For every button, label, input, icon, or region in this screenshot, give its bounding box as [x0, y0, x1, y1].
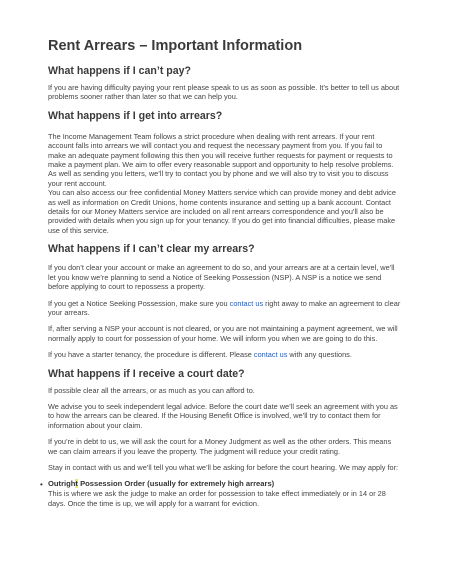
- contact-us-link[interactable]: contact us: [253, 350, 288, 360]
- paragraph: If you are having difficulty paying your rent please speak to us as soon as possible. It’s better to tell us about problems sooner rather than later so that we can help you.: [48, 83, 400, 102]
- paragraph: If you’re in debt to us, we will ask the court for a Money Judgment as well as the other orders. This means we can claim arrears if you leave the property. The judgment will reduce your credit rating.: [48, 437, 392, 456]
- paragraph: The Income Management Team follows a strict procedure when dealing with rent arrears. If your rent account falls into arrears we will contact you and request the necessary payment from you. If you fail to make an adequate payment following this then you will receive further requests for payment or requests to make a payment plan. We aim to offer every reasonable support and opportunity to help resolve problems. As well as sending you letters, we’ll try to contact you by phone and we will also try to visit you to discuss your rent account.: [48, 131, 394, 188]
- bullet-text: This is where we ask the judge to make an order for possession to take effect immediately or in 14 or 28 days. Once the time is up, we will apply for a warrant for eviction.: [48, 489, 386, 508]
- paragraph: If you don’t clear your account or make an agreement to do so, and your arrears are at a certain level, we’ll let you know we’re planning to send a Notice of Seeking Possession (NSP). A NSP is a notice we send before applying to court to repossess a property.: [48, 263, 395, 292]
- list-item: [40, 479, 402, 508]
- section-cant-clear-arrears: [48, 242, 402, 359]
- paragraph: You can also access our free confidential Money Matters service which can provide money and debt advice as well as information on Credit Unions, home contents insurance and setting up a bank account. Contact details for our Money Matters service are included on all rent arrears correspondence and you’ll also be provided with details when you sign up for your tenancy. If you do get into financial difficulties, please make use of this service.: [48, 188, 396, 235]
- paragraph-text: If you have a starter tenancy, the procedure is different. Please: [48, 350, 254, 360]
- section-heading: What happens if I get into arrears?: [48, 109, 223, 122]
- paragraph-text: If you get a Notice Seeking Possession, make sure you: [48, 298, 230, 308]
- bullet-title: [48, 479, 402, 489]
- section-heading: What happens if I receive a court date?: [48, 367, 245, 380]
- paragraph-text: with any questions.: [287, 350, 352, 360]
- section-heading: What happens if I can’t pay?: [48, 65, 192, 77]
- paragraph: If, after serving a NSP your account is not cleared, or you are not maintaining a payment agreement, we will normally apply to court for possession of your home. We will inform you when we are going to do this.: [48, 324, 398, 343]
- text-cursor-highlight: t: [75, 479, 78, 489]
- section-heading: What happens if I can’t clear my arrears?: [48, 243, 255, 256]
- paragraph: If possible clear all the arrears, or as much as you can afford to.: [48, 385, 255, 395]
- bullet-title-text: Outrigh: [48, 479, 76, 489]
- bullet-title-text: Possession Order (usually for extremely high arrears): [77, 479, 275, 489]
- paragraph-text: right away to make an agreement to clear your arrears.: [48, 298, 401, 317]
- bullet-icon: •: [40, 480, 43, 490]
- paragraph: We advise you to seek independent legal advice. Before the court date we’ll seek an agreement with you as to how the arrears can be cleared. If the Housing Benefit Office is involved, we’ll try to contact them for information about your claim.: [48, 401, 398, 430]
- page-title: Rent Arrears – Important Information: [48, 38, 303, 54]
- contact-us-link[interactable]: contact us: [229, 298, 264, 308]
- section-cant-pay: [48, 64, 402, 102]
- paragraph: [48, 299, 402, 318]
- section-get-into-arrears: [48, 109, 402, 235]
- paragraph: [48, 350, 402, 359]
- paragraph: Stay in contact with us and we’ll tell you what we’ll be asking for before the court hearing. We may apply for:: [48, 462, 399, 472]
- section-court-date: [40, 367, 402, 509]
